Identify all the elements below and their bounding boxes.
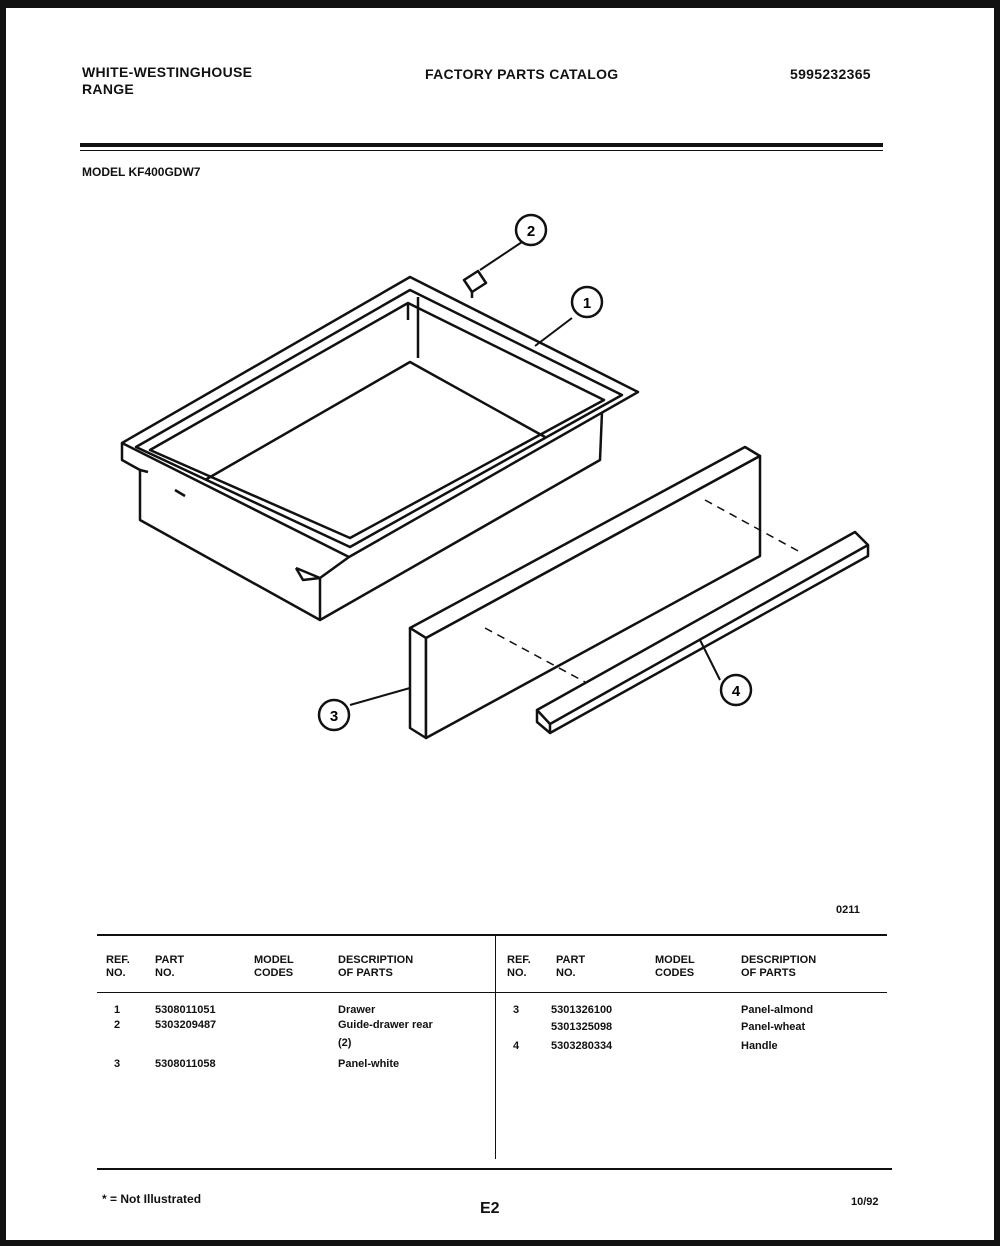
table-row-desc: Handle [741,1040,778,1052]
table-top-rule [97,934,887,936]
header-desc-left: DESCRIPTION OF PARTS [338,954,414,979]
table-row-part: 5301326100 [551,1004,613,1016]
revision-date: 10/92 [851,1196,879,1208]
guide-clip-part [464,271,486,298]
table-column-divider [495,936,496,1159]
page-number: E2 [480,1200,500,1217]
callout-3-label: 3 [329,708,339,725]
table-header-rule [97,992,887,993]
catalog-number: 5995232365 [790,66,871,82]
scan-border-bottom [0,1240,1000,1246]
callout-4 [721,675,751,705]
callout-1-label: 1 [582,295,592,312]
callout-4-label: 4 [731,683,741,700]
table-row-desc: Panel-almond [741,1004,814,1016]
header-model-right: MODEL CODES [655,954,695,979]
header-ref-left: REF. NO. [106,954,130,979]
header-ref-right: REF. NO. [507,954,531,979]
table-row-ref: 3 [513,1004,520,1016]
table-row-desc: Panel-white [338,1058,400,1070]
header-desc-right: DESCRIPTION OF PARTS [741,954,817,979]
callout-1 [572,287,602,317]
table-row-ref: 2 [114,1019,121,1031]
table-row-part: 5308011058 [155,1058,216,1070]
header-model-left: MODEL CODES [254,954,294,979]
table-row-ref: 1 [114,1004,121,1016]
header-part-left: PART NO. [155,954,185,979]
table-row-part: 5301325098 [551,1021,613,1033]
model-label: MODEL KF400GDW7 [82,165,201,179]
callout-3 [319,700,349,730]
callout-2-label: 2 [526,223,536,240]
table-row-desc: (2) [338,1037,352,1049]
table-row-part: 5308011051 [155,1004,216,1016]
table-row-desc: Panel-wheat [741,1021,806,1033]
brand-name: WHITE-WESTINGHOUSE [82,64,253,80]
callout-2 [516,215,546,245]
table-row-desc: Drawer [338,1004,376,1016]
table-row-part: 5303209487 [155,1019,217,1031]
product-type: RANGE [82,81,135,97]
table-bottom-rule [97,1168,892,1170]
table-row-desc: Guide-drawer rear [338,1019,433,1031]
not-illustrated-note: * = Not Illustrated [102,1192,202,1206]
table-row-ref: 3 [114,1058,121,1070]
table-row-ref: 4 [513,1040,520,1052]
header-part-right: PART NO. [556,954,586,979]
table-row-part: 5303280334 [551,1040,613,1052]
catalog-title: FACTORY PARTS CATALOG [425,66,619,82]
figure-code: 0211 [836,904,860,916]
